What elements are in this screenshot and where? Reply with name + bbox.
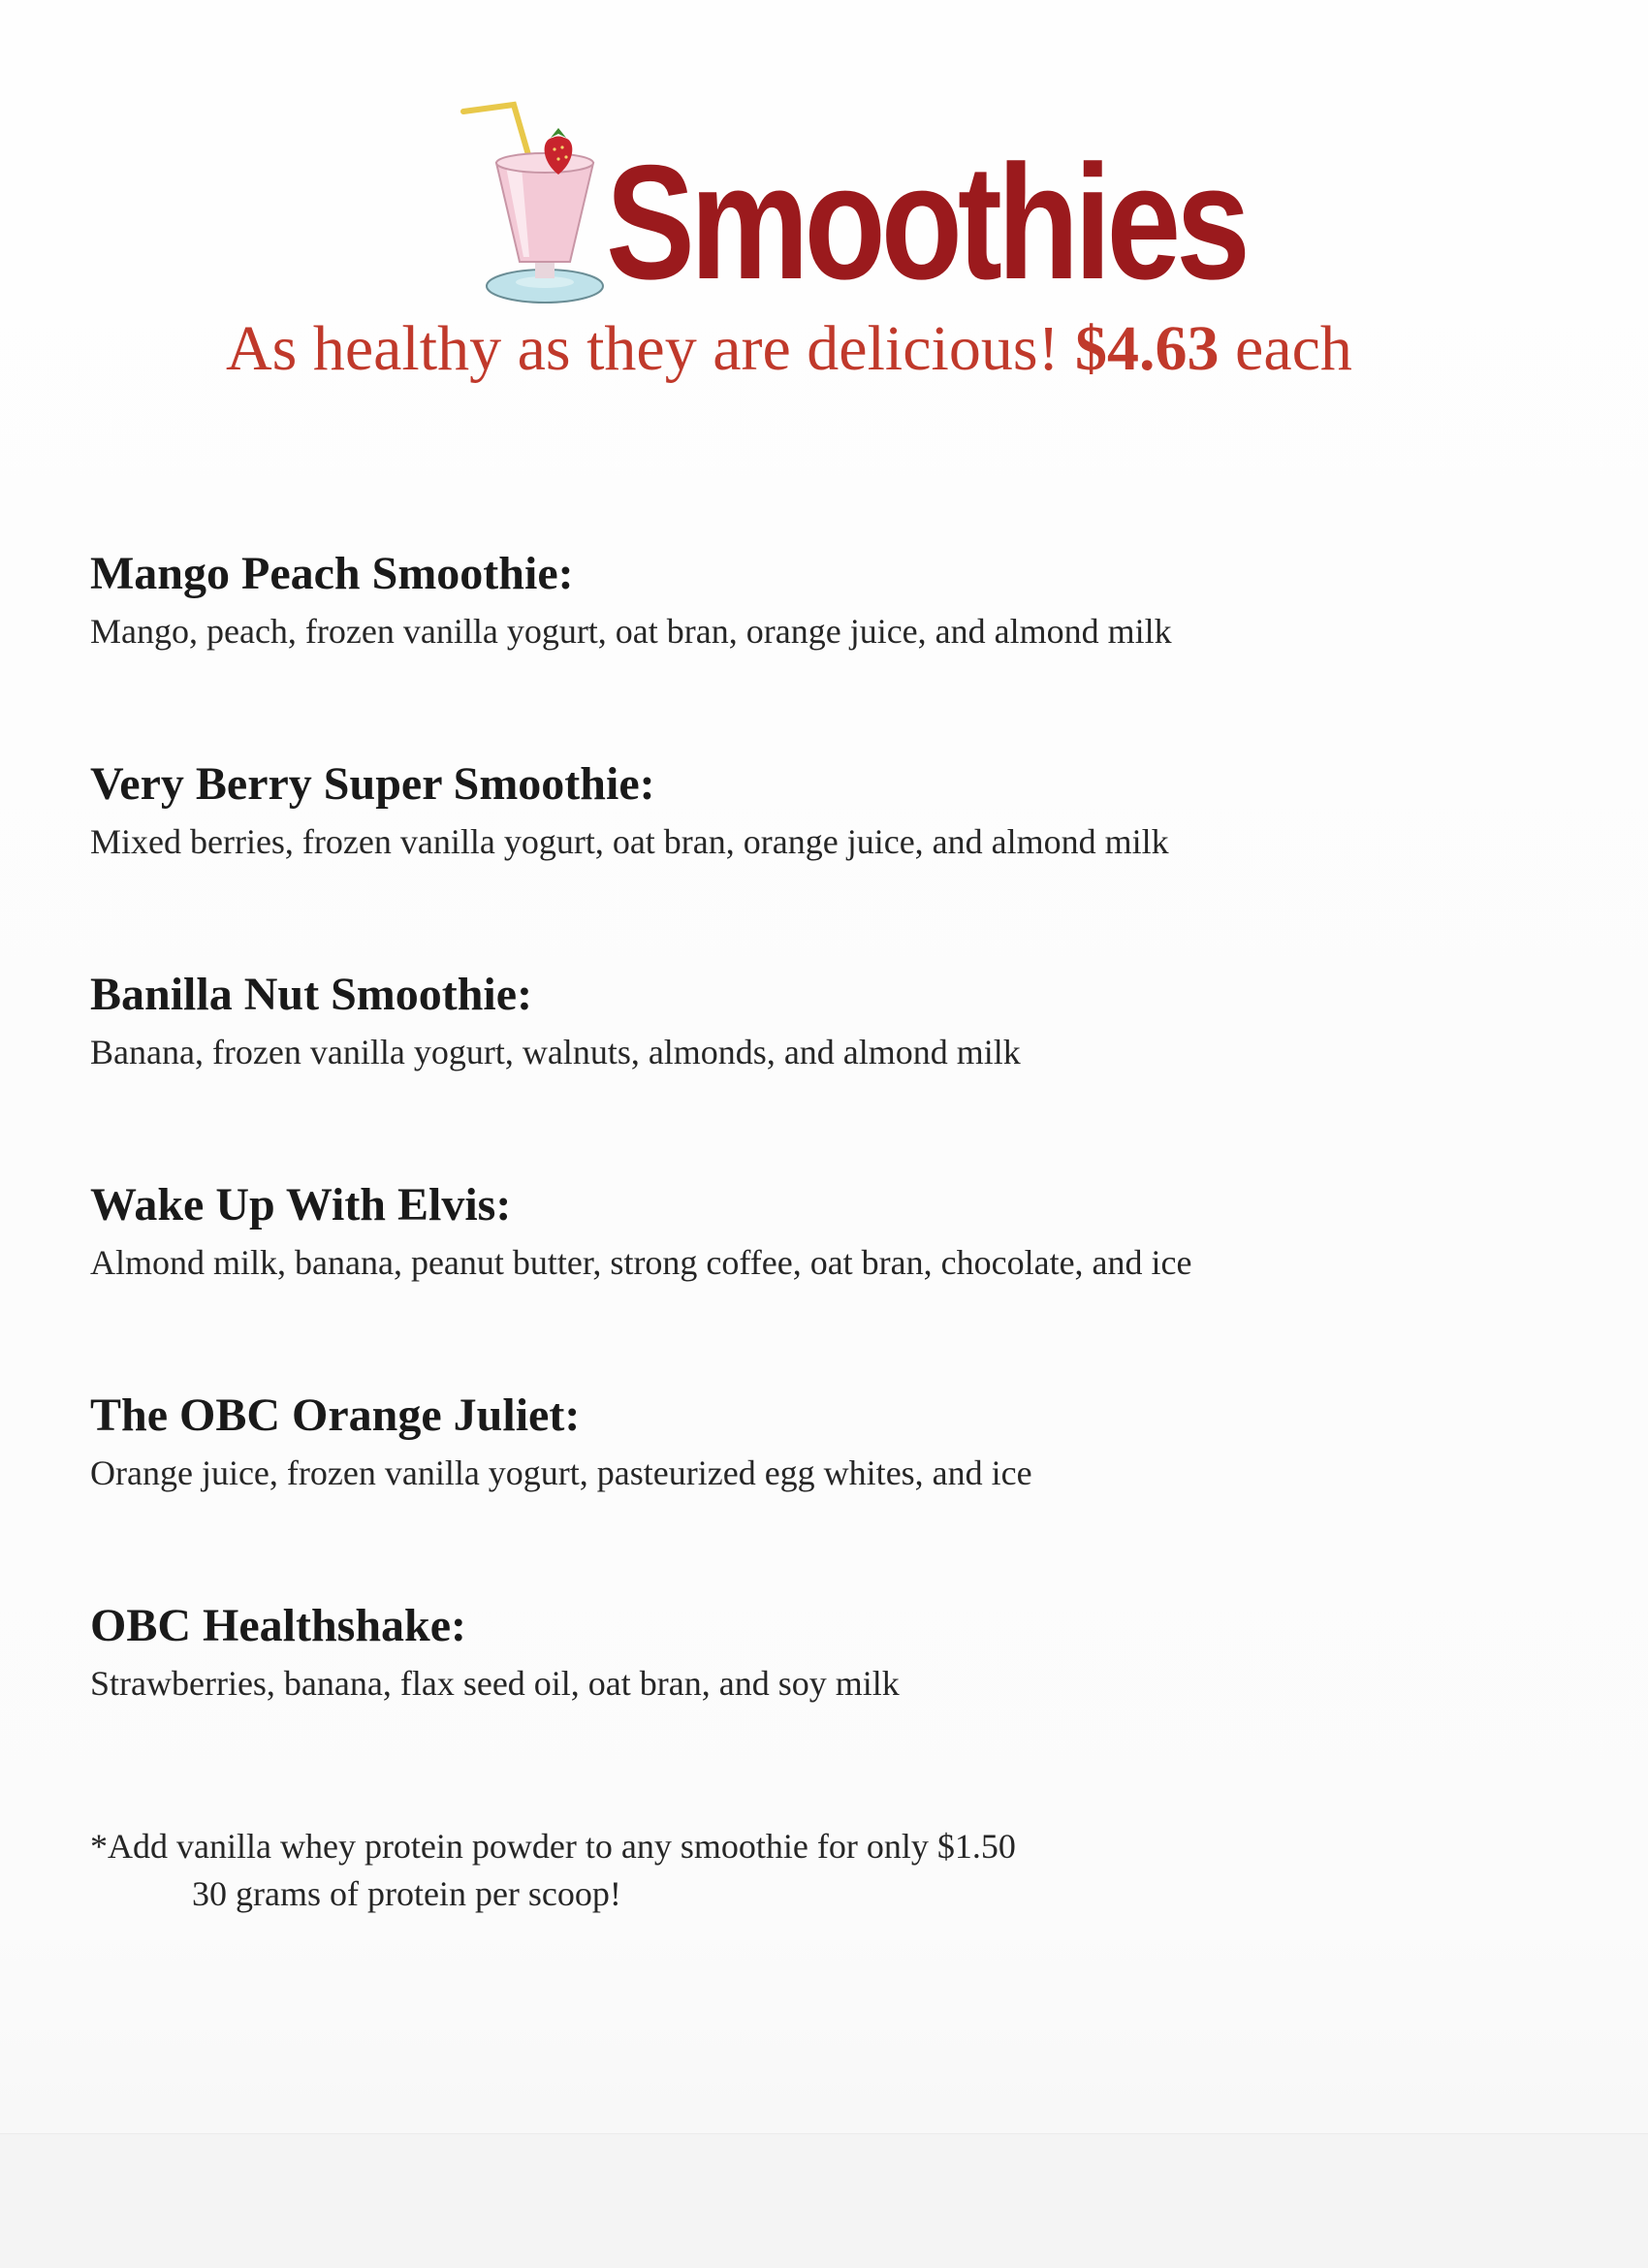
menu-item-name: Banilla Nut Smoothie: <box>90 969 533 1020</box>
protein-note-line1: *Add vanilla whey protein powder to any smoothie for only $1.50 <box>90 1827 1016 1866</box>
menu-item-name: Very Berry Super Smoothie: <box>90 758 655 810</box>
menu-header <box>0 68 1648 384</box>
menu-item-name: The OBC Orange Juliet: <box>90 1390 581 1441</box>
menu-item-description: Orange juice, frozen vanilla yogurt, pasteurized egg whites, and ice <box>90 1453 1032 1492</box>
menu-list <box>90 548 1544 1813</box>
menu-item <box>90 548 1544 761</box>
protein-note <box>90 1823 1016 1917</box>
tagline-suffix: each <box>1219 313 1352 384</box>
smoothie-glass-icon <box>456 78 620 310</box>
protein-note-line2: 30 grams of protein per scoop! <box>192 1873 621 1913</box>
menu-item-description: Strawberries, banana, flax seed oil, oat bran, and soy milk <box>90 1664 900 1703</box>
menu-item-name: OBC Healthshake: <box>90 1600 467 1651</box>
menu-item <box>90 1600 1544 1813</box>
scan-bottom-band <box>0 2133 1648 2268</box>
menu-item-name: Wake Up With Elvis: <box>90 1179 512 1230</box>
menu-item <box>90 1392 1544 1603</box>
menu-item-description: Banana, frozen vanilla yogurt, walnuts, almonds, and almond milk <box>90 1033 1021 1071</box>
menu-item-description: Almond milk, banana, peanut butter, strong coffee, oat bran, chocolate, and ice <box>90 1243 1192 1282</box>
menu-item <box>90 758 1544 972</box>
menu-item-name: Mango Peach Smoothie: <box>90 548 574 599</box>
tagline <box>226 313 1352 384</box>
page-title: Smoothies <box>606 131 1246 313</box>
tagline-text: As healthy as they are delicious! <box>226 313 1076 384</box>
tagline-price: $4.63 <box>1075 313 1220 384</box>
menu-item-description: Mango, peach, frozen vanilla yogurt, oat bran, orange juice, and almond milk <box>90 612 1172 651</box>
menu-item <box>90 969 1544 1182</box>
menu-item-description: Mixed berries, frozen vanilla yogurt, oat bran, orange juice, and almond milk <box>90 822 1169 861</box>
menu-item <box>90 1179 1544 1392</box>
